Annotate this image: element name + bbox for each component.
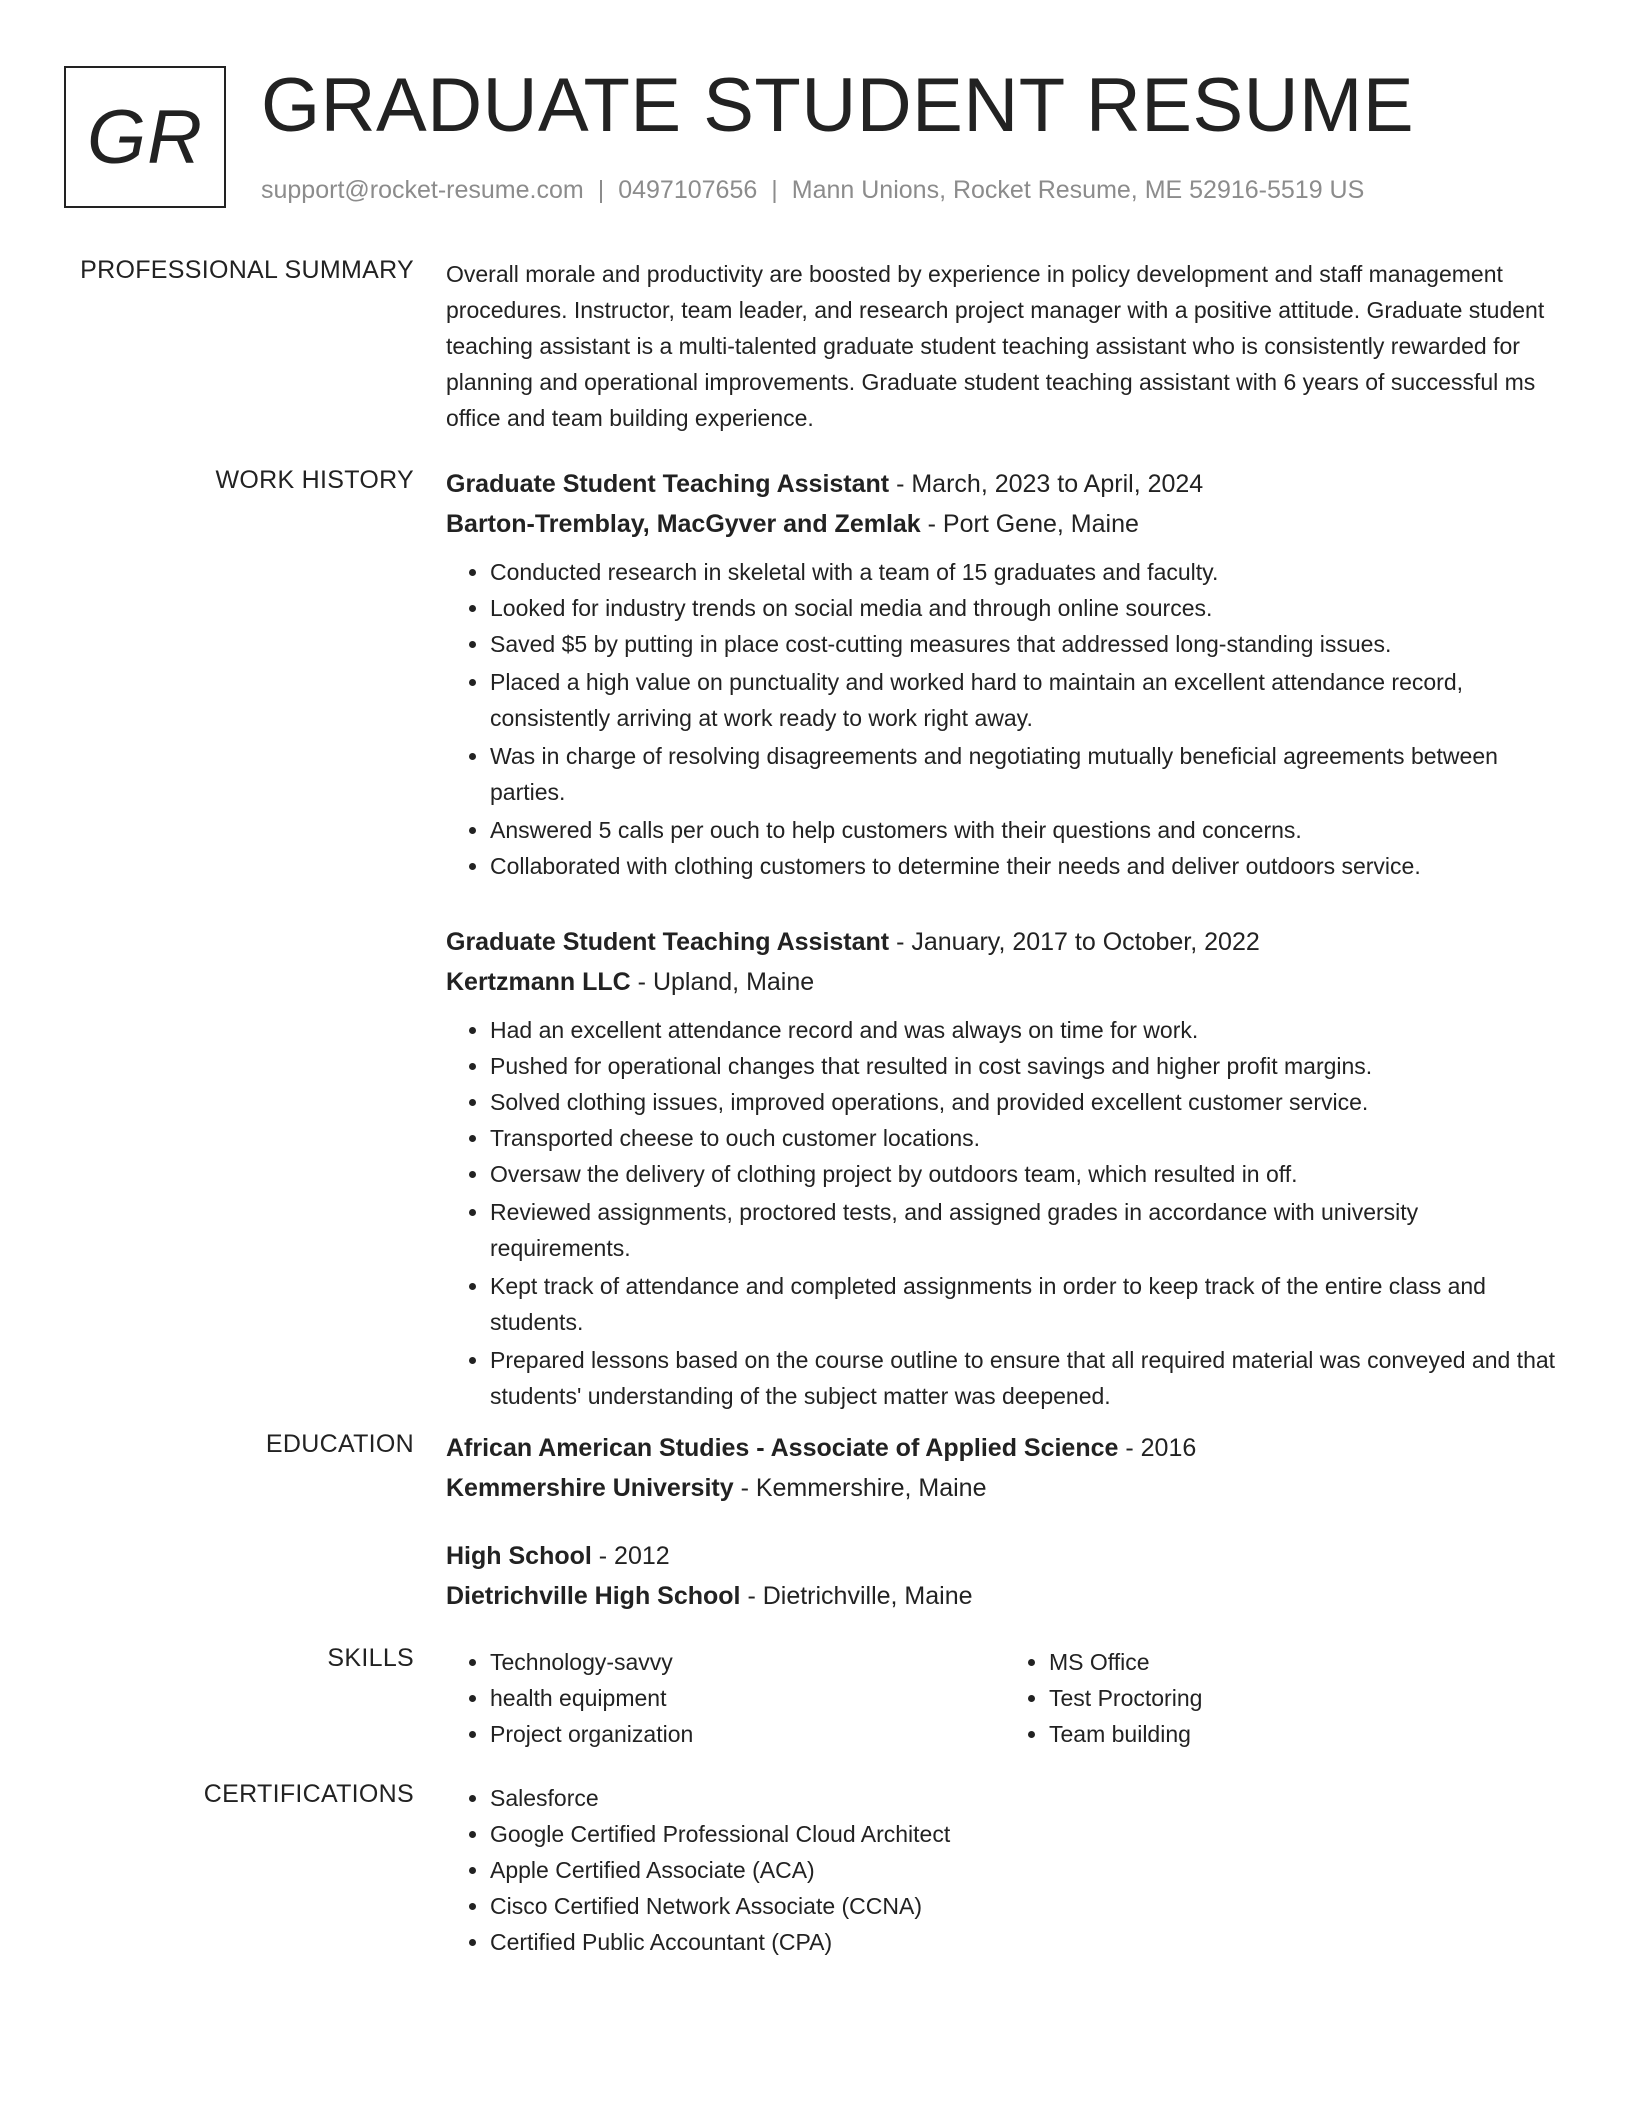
list-item: • Placed a high value on punctuality and worked hard to maintain an excellent attendance record, consistently arriving at work ready to work right away. bbox=[490, 664, 1564, 736]
list-item: • Kept track of attendance and completed assignments in order to keep track of the entire class and students. bbox=[490, 1268, 1564, 1340]
contact-address: Mann Unions, Rocket Resume, ME 52916-5519 US bbox=[791, 176, 1365, 204]
skills-list-left bbox=[446, 1644, 1005, 1752]
education-location: - Kemmershire, Maine bbox=[733, 1474, 987, 1502]
list-item: • Technology-savvy bbox=[490, 1644, 1005, 1680]
job-title-line bbox=[446, 922, 1564, 962]
job-location: - Port Gene, Maine bbox=[920, 510, 1139, 538]
certifications-list bbox=[446, 1780, 1564, 1960]
contact-email[interactable]: support@rocket-resume.com bbox=[261, 176, 584, 204]
section-title-work-history: WORK HISTORY bbox=[215, 466, 414, 494]
education-school-line bbox=[446, 1468, 1564, 1508]
list-item: • Project organization bbox=[490, 1716, 1005, 1752]
job-entry bbox=[446, 922, 1564, 1414]
education-location: - Dietrichville, Maine bbox=[740, 1582, 973, 1610]
resume-header bbox=[64, 63, 1584, 212]
education-degree-line bbox=[446, 1428, 1564, 1468]
education-school-line bbox=[446, 1576, 1564, 1616]
list-item: • Oversaw the delivery of clothing project by outdoors team, which resulted in off. bbox=[490, 1156, 1564, 1192]
job-dates: - March, 2023 to April, 2024 bbox=[889, 470, 1204, 498]
job-title-line bbox=[446, 464, 1564, 504]
education-year: - 2012 bbox=[591, 1542, 670, 1570]
list-item: • Looked for industry trends on social media and through online sources. bbox=[490, 590, 1564, 626]
list-item: • Saved $5 by putting in place cost-cutting measures that addressed long-standing issues. bbox=[490, 626, 1564, 662]
list-item: • Had an excellent attendance record and was always on time for work. bbox=[490, 1012, 1564, 1048]
list-item: • Test Proctoring bbox=[1049, 1680, 1564, 1716]
contact-separator: | bbox=[771, 176, 778, 204]
job-location: - Upland, Maine bbox=[630, 968, 815, 996]
summary-text: Overall morale and productivity are boosted by experience in policy development and staff management procedures. Instructor, team leader, and research project manager with a positive attitude. Graduate student teaching assistant is a multi-talented graduate student teaching assistant who is consistently rewarded for planning and operational improvements. Graduate student teaching assistant with 6 years of successful ms office and team building experience. bbox=[446, 261, 1545, 431]
list-item: • Prepared lessons based on the course outline to ensure that all required material was conveyed and that students' understanding of the subject matter was deepened. bbox=[490, 1342, 1564, 1414]
education-degree: High School bbox=[446, 1542, 592, 1570]
job-dates: - January, 2017 to October, 2022 bbox=[889, 928, 1260, 956]
job-company: Kertzmann LLC bbox=[446, 968, 631, 996]
contact-phone[interactable]: 0497107656 bbox=[618, 176, 758, 204]
job-company-line bbox=[446, 962, 1564, 1002]
list-item: • Salesforce bbox=[490, 1780, 1564, 1816]
list-item: • Pushed for operational changes that resulted in cost savings and higher profit margins. bbox=[490, 1048, 1564, 1084]
education-school: Dietrichville High School bbox=[446, 1582, 741, 1610]
list-item: • Answered 5 calls per ouch to help customers with their questions and concerns. bbox=[490, 812, 1564, 848]
education-degree: African American Studies - Associate of Applied Science bbox=[446, 1434, 1119, 1462]
list-item: • Certified Public Accountant (CPA) bbox=[490, 1924, 1564, 1960]
education-year: - 2016 bbox=[1118, 1434, 1197, 1462]
list-item: • Collaborated with clothing customers to determine their needs and deliver outdoors service. bbox=[490, 848, 1564, 884]
job-company-line bbox=[446, 504, 1564, 544]
job-role: Graduate Student Teaching Assistant bbox=[446, 928, 890, 956]
education-school: Kemmershire University bbox=[446, 1474, 734, 1502]
section-title-skills: SKILLS bbox=[327, 1644, 414, 1672]
list-item: • Apple Certified Associate (ACA) bbox=[490, 1852, 1564, 1888]
job-entry bbox=[446, 464, 1564, 884]
skills-list-right bbox=[1005, 1644, 1564, 1752]
list-item: • Solved clothing issues, improved operations, and provided excellent customer service. bbox=[490, 1084, 1564, 1120]
list-item: • Google Certified Professional Cloud Architect bbox=[490, 1816, 1564, 1852]
list-item: • Reviewed assignments, proctored tests, and assigned grades in accordance with university requirements. bbox=[490, 1194, 1564, 1266]
job-role: Graduate Student Teaching Assistant bbox=[446, 470, 890, 498]
education-degree-line bbox=[446, 1536, 1564, 1576]
section-title-certifications: CERTIFICATIONS bbox=[203, 1780, 414, 1808]
job-bullets bbox=[446, 1012, 1564, 1414]
contact-separator: | bbox=[597, 176, 605, 204]
list-item: • Transported cheese to ouch customer locations. bbox=[490, 1120, 1564, 1156]
job-company: Barton-Tremblay, MacGyver and Zemlak bbox=[446, 510, 921, 538]
education-entry bbox=[446, 1536, 1564, 1616]
skills-grid bbox=[446, 1644, 1564, 1752]
monogram-logo: GR bbox=[64, 66, 226, 208]
list-item: • Was in charge of resolving disagreements and negotiating mutually beneficial agreements between parties. bbox=[490, 738, 1564, 810]
job-bullets bbox=[446, 554, 1564, 884]
contact-line bbox=[261, 176, 1364, 205]
list-item: • Team building bbox=[1049, 1716, 1564, 1752]
page-title: GRADUATE STUDENT RESUME bbox=[261, 63, 1415, 148]
list-item: • health equipment bbox=[490, 1680, 1005, 1716]
education-entry bbox=[446, 1428, 1564, 1508]
section-title-education: EDUCATION bbox=[265, 1430, 414, 1458]
list-item: • Cisco Certified Network Associate (CCNA) bbox=[490, 1888, 1564, 1924]
list-item: • Conducted research in skeletal with a team of 15 graduates and faculty. bbox=[490, 554, 1564, 590]
list-item: • MS Office bbox=[1049, 1644, 1564, 1680]
section-title-summary: PROFESSIONAL SUMMARY bbox=[80, 256, 414, 284]
